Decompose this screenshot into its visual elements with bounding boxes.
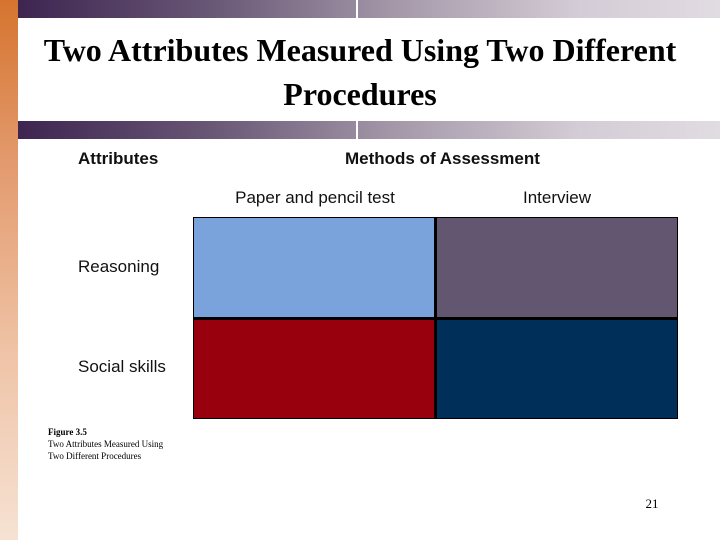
attributes-header: Attributes (78, 149, 159, 168)
column-label-paper-pencil: Paper and pencil test (235, 188, 395, 207)
top-decorative-band (18, 0, 720, 18)
underline-band-divider (356, 121, 358, 139)
figure-caption (48, 426, 168, 462)
assessment-grid (193, 217, 678, 419)
row-label-social-skills: Social skills (78, 357, 166, 376)
figure-caption-text: Two Attributes Measured Using Two Different Procedures (48, 439, 164, 461)
cell-social-interview (437, 320, 677, 418)
cell-social-paper (194, 320, 434, 418)
top-band-divider (356, 0, 358, 18)
figure-number: Figure 3.5 (48, 427, 87, 437)
methods-header: Methods of Assessment (345, 149, 540, 168)
cell-reasoning-paper (194, 218, 434, 317)
slide-title: Two Attributes Measured Using Two Different Procedures (43, 32, 677, 112)
left-accent-bar (0, 0, 18, 540)
page-number: 21 (645, 496, 659, 511)
cell-reasoning-interview (437, 218, 677, 317)
row-label-reasoning: Reasoning (78, 257, 160, 276)
column-label-interview: Interview (522, 188, 592, 207)
title-underline-band (18, 121, 720, 139)
